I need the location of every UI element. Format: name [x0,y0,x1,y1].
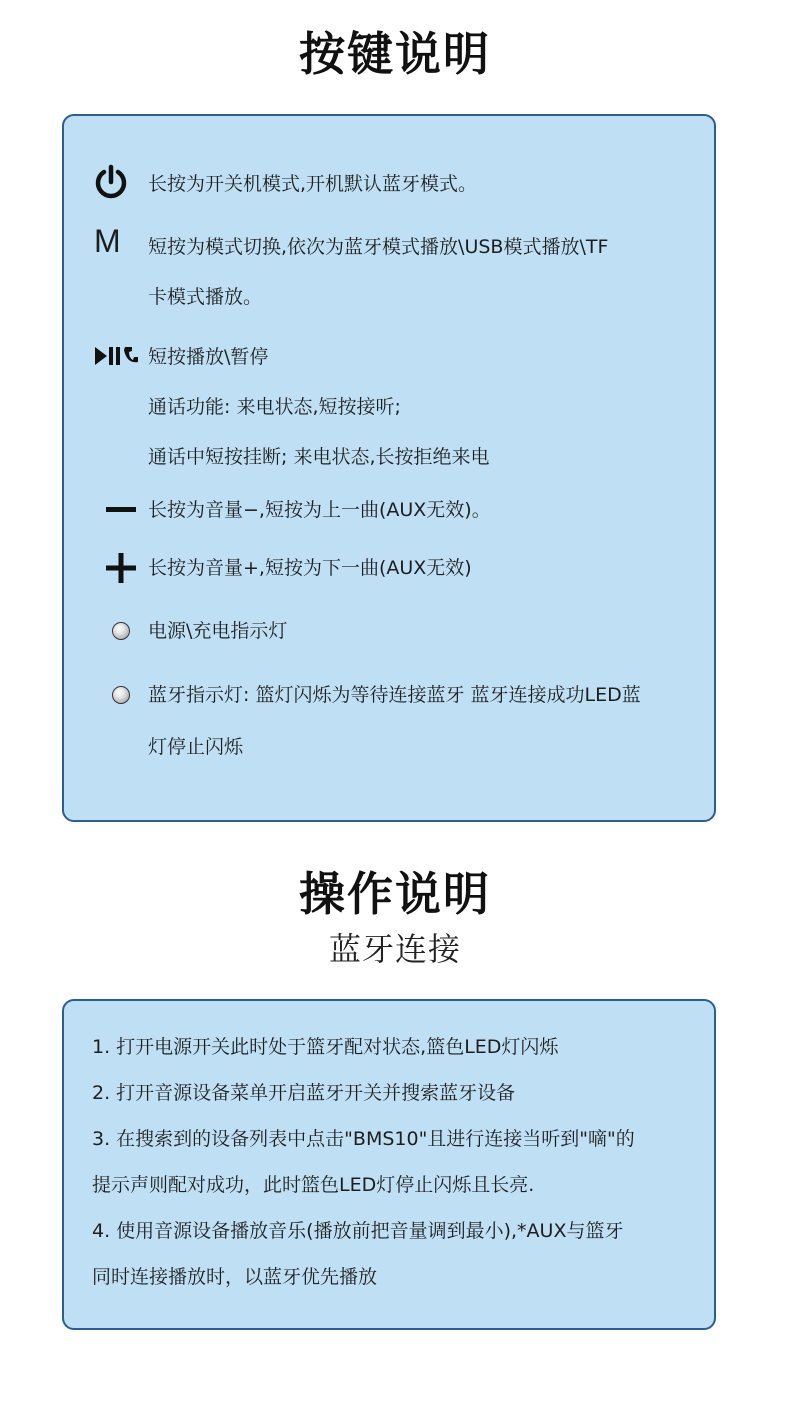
play-pause-phone-icon [94,345,140,367]
key-item-text: 长按为音量−,短按为上一曲(AUX无效)。 [148,499,491,521]
step-line: 4. 使用音源设备播放音乐(播放前把音量调到最小),*AUX与篮牙 [92,1220,624,1242]
ops-title: 操作说明 [299,867,491,921]
ops-panel [62,999,716,1330]
ops-subtitle: 蓝牙连接 [328,930,461,968]
key-item-text: 长按为开关机模式,开机默认蓝牙模式。 [148,173,478,195]
keys-title: 按键说明 [299,27,491,81]
key-item-text: 通话中短按挂断; 来电状态,长按拒绝来电 [148,446,490,468]
key-item-text: 通话功能: 来电状态,短按接听; [148,396,401,418]
key-item-text: 卡模式播放。 [148,286,263,308]
bluetooth-led-icon [112,686,130,704]
step-line: 同时连接播放时，以蓝牙优先播放 [92,1266,378,1288]
key-item-text: 长按为音量+,短按为下一曲(AUX无效) [148,557,472,579]
minus-icon [106,506,136,514]
step-line: 1. 打开电源开关此时处于篮牙配对状态,篮色LED灯闪烁 [92,1036,559,1058]
step-line: 3. 在搜索到的设备列表中点击"BMS10"且进行连接当听到"嘀"的 [92,1128,635,1150]
plus-icon [106,553,136,583]
key-item-text: 蓝牙指示灯: 篮灯闪烁为等待连接蓝牙 蓝牙连接成功LED蓝 [148,684,641,706]
keys-panel [62,114,716,822]
step-line: 2. 打开音源设备菜单开启蓝牙开关并搜索蓝牙设备 [92,1082,516,1104]
power-led-icon [112,622,130,640]
key-item-text: 灯停止闪烁 [148,736,244,758]
power-icon [92,164,130,202]
mode-m-icon: M [94,223,121,259]
key-item-text: 短按为模式切换,依次为蓝牙模式播放\USB模式播放\TF [148,236,609,258]
key-item-text: 短按播放\暂停 [148,346,269,368]
key-item-text: 电源\充电指示灯 [148,620,288,642]
step-line: 提示声则配对成功，此时篮色LED灯停止闪烁且长亮. [92,1174,535,1196]
